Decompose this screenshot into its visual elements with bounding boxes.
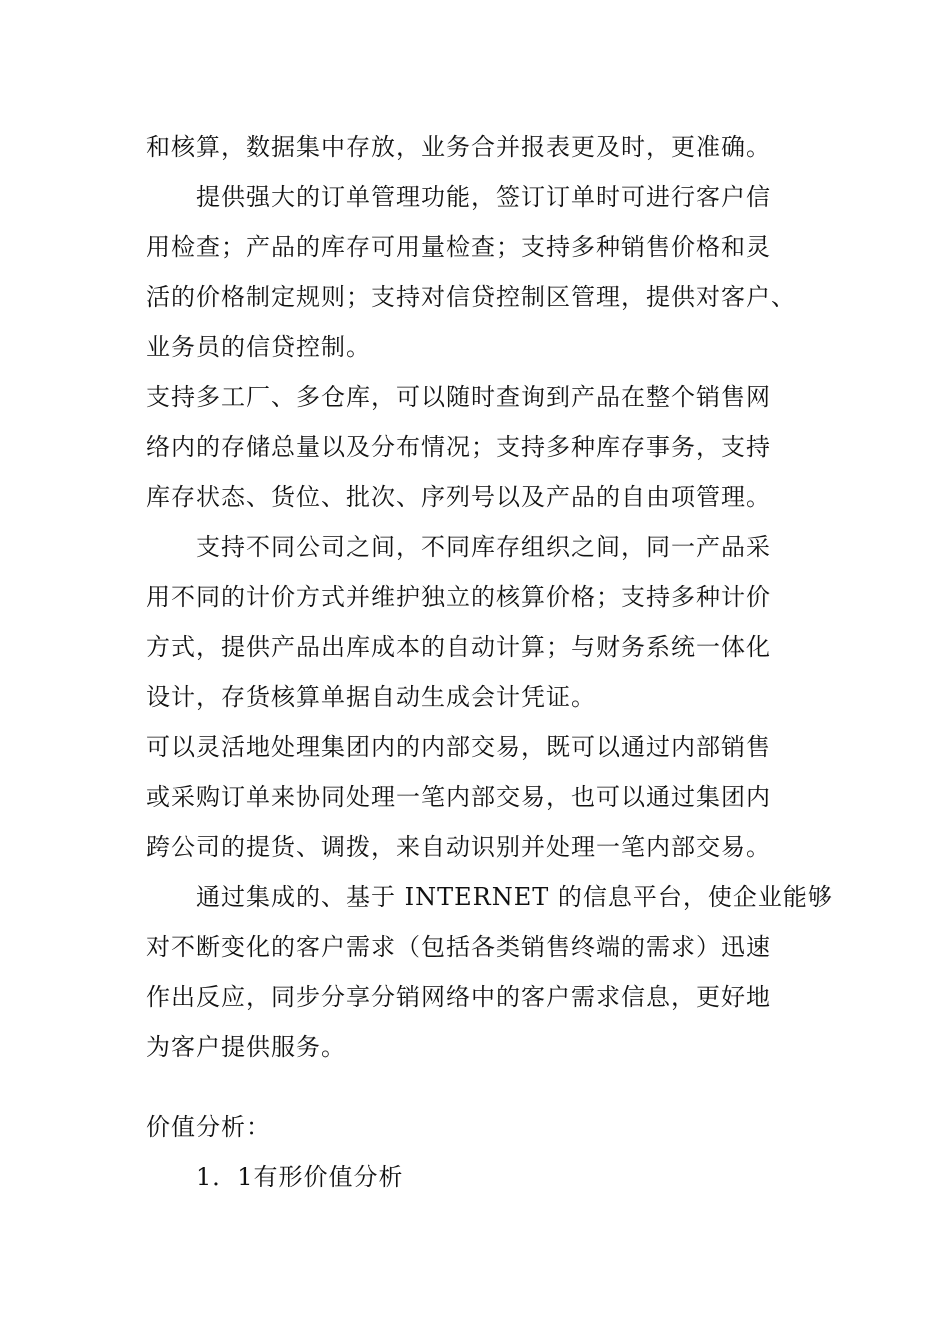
text-line: 作出反应，同步分享分销网络中的客户需求信息，更好地: [146, 983, 771, 1011]
text-line: 提供强大的订单管理功能，签订订单时可进行客户信: [196, 183, 771, 211]
text-line: 或采购订单来协同处理一笔内部交易，也可以通过集团内: [146, 783, 771, 811]
text-line: 跨公司的提货、调拨，来自动识别并处理一笔内部交易。: [146, 833, 771, 861]
text-line: 用不同的计价方式并维护独立的核算价格；支持多种计价: [146, 583, 771, 611]
text-line: 可以灵活地处理集团内的内部交易，既可以通过内部销售: [146, 733, 771, 761]
text-line: 为客户提供服务。: [146, 1033, 346, 1061]
text-line: 用检查；产品的库存可用量检查；支持多种销售价格和灵: [146, 233, 771, 261]
subsection-heading: 1．1有形价值分析: [196, 1163, 404, 1191]
text-line: 活的价格制定规则；支持对信贷控制区管理，提供对客户、: [146, 283, 796, 311]
text-line: 库存状态、货位、批次、序列号以及产品的自由项管理。: [146, 483, 771, 511]
section-heading: 价值分析：: [146, 1113, 271, 1141]
text-line: 对不断变化的客户需求（包括各类销售终端的需求）迅速: [146, 933, 771, 961]
text-line: 业务员的信贷控制。: [146, 333, 371, 361]
text-line: 络内的存储总量以及分布情况；支持多种库存事务，支持: [146, 433, 771, 461]
text-line: 和核算，数据集中存放，业务合并报表更及时，更准确。: [146, 133, 771, 161]
text-line: 支持多工厂、多仓库，可以随时查询到产品在整个销售网: [146, 383, 771, 411]
text-line: 支持不同公司之间，不同库存组织之间，同一产品采: [196, 533, 771, 561]
text-line: 设计，存货核算单据自动生成会计凭证。: [146, 683, 596, 711]
text-line: 通过集成的、基于 INTERNET 的信息平台，使企业能够: [196, 883, 833, 911]
text-line: 方式，提供产品出库成本的自动计算；与财务系统一体化: [146, 633, 771, 661]
